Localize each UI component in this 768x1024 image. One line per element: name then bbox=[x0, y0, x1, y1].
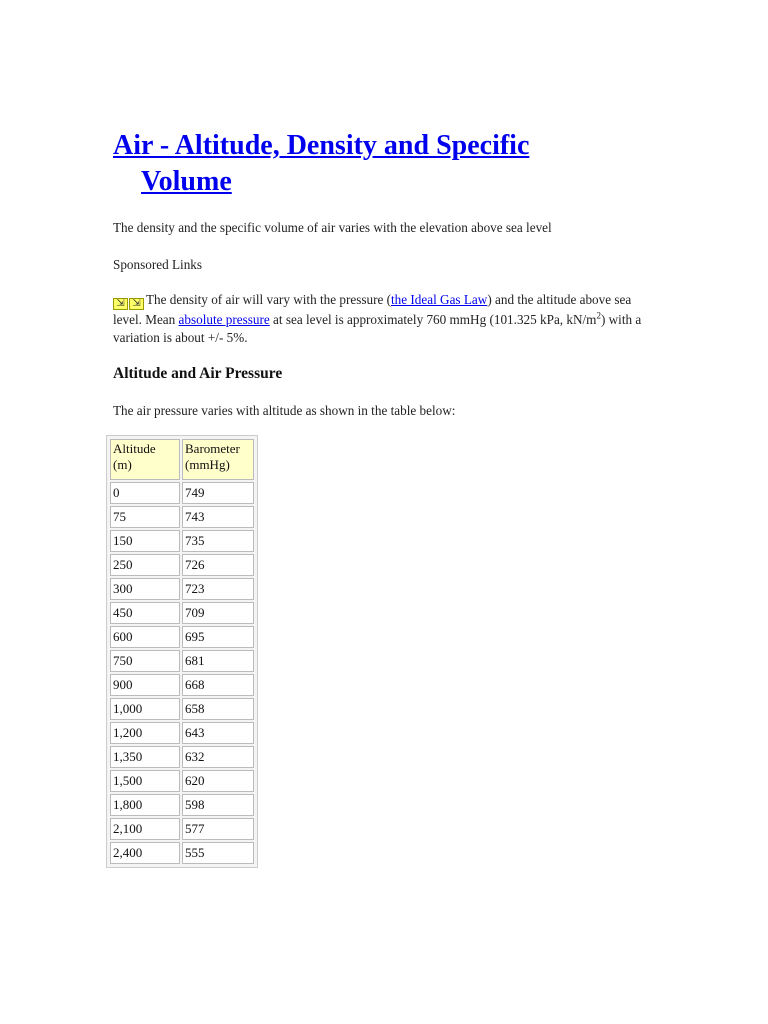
barometer-cell: 658 bbox=[182, 698, 254, 720]
table-row bbox=[110, 578, 254, 600]
table-row bbox=[110, 794, 254, 816]
table-header-row bbox=[110, 439, 254, 480]
table-row bbox=[110, 842, 254, 864]
altitude-cell: 1,350 bbox=[110, 746, 180, 768]
barometer-cell: 555 bbox=[182, 842, 254, 864]
ad-close-icon[interactable]: ⇲ bbox=[129, 298, 144, 310]
table-row bbox=[110, 818, 254, 840]
header-barometer: Barometer (mmHg) bbox=[182, 439, 254, 480]
barometer-cell: 681 bbox=[182, 650, 254, 672]
altitude-cell: 75 bbox=[110, 506, 180, 528]
table-row bbox=[110, 650, 254, 672]
barometer-cell: 668 bbox=[182, 674, 254, 696]
altitude-cell: 750 bbox=[110, 650, 180, 672]
ideal-gas-law-link[interactable]: the Ideal Gas Law bbox=[391, 292, 488, 307]
barometer-cell: 577 bbox=[182, 818, 254, 840]
table-row bbox=[110, 554, 254, 576]
intro-text: The density and the specific volume of air varies with the elevation above sea level bbox=[113, 220, 552, 235]
altitude-cell: 450 bbox=[110, 602, 180, 624]
ad-icons[interactable] bbox=[113, 293, 145, 311]
title-line-1: Air - Altitude, Density and Specific bbox=[113, 130, 530, 161]
barometer-cell: 743 bbox=[182, 506, 254, 528]
paragraph-text: at sea level is approximately 760 mmHg (101.325 kPa, kN/m bbox=[269, 312, 597, 327]
barometer-cell: 709 bbox=[182, 602, 254, 624]
header-altitude: Altitude (m) bbox=[110, 439, 180, 480]
barometer-cell: 620 bbox=[182, 770, 254, 792]
barometer-cell: 726 bbox=[182, 554, 254, 576]
table-intro-text: The air pressure varies with altitude as shown in the table below: bbox=[113, 403, 456, 418]
table-row bbox=[110, 698, 254, 720]
barometer-cell: 598 bbox=[182, 794, 254, 816]
title-line-2: Volume bbox=[141, 166, 232, 197]
barometer-cell: 643 bbox=[182, 722, 254, 744]
altitude-pressure-table-container bbox=[106, 435, 258, 868]
altitude-cell: 250 bbox=[110, 554, 180, 576]
altitude-cell: 150 bbox=[110, 530, 180, 552]
paragraph-text: ) and the altitude above sea level. Mean bbox=[113, 292, 632, 327]
altitude-cell: 2,400 bbox=[110, 842, 180, 864]
paragraph-text: ) with a variation is about +/- 5%. bbox=[113, 312, 642, 345]
barometer-cell: 735 bbox=[182, 530, 254, 552]
ad-choices-icon[interactable]: ⇲ bbox=[113, 298, 128, 310]
table-row bbox=[110, 482, 254, 504]
page-title-link[interactable] bbox=[113, 130, 633, 200]
table-row bbox=[110, 506, 254, 528]
altitude-cell: 600 bbox=[110, 626, 180, 648]
table-row bbox=[110, 674, 254, 696]
table-row bbox=[110, 770, 254, 792]
paragraph-text: The density of air will vary with the pressure ( bbox=[146, 292, 391, 307]
altitude-cell: 1,200 bbox=[110, 722, 180, 744]
altitude-cell: 2,100 bbox=[110, 818, 180, 840]
barometer-cell: 632 bbox=[182, 746, 254, 768]
altitude-cell: 0 bbox=[110, 482, 180, 504]
sponsored-links-label: Sponsored Links bbox=[113, 257, 203, 272]
altitude-cell: 900 bbox=[110, 674, 180, 696]
barometer-cell: 723 bbox=[182, 578, 254, 600]
altitude-cell: 1,800 bbox=[110, 794, 180, 816]
page-title bbox=[113, 128, 633, 200]
barometer-cell: 695 bbox=[182, 626, 254, 648]
table-row bbox=[110, 626, 254, 648]
altitude-cell: 1,000 bbox=[110, 698, 180, 720]
absolute-pressure-link[interactable]: absolute pressure bbox=[178, 312, 270, 327]
barometer-cell: 749 bbox=[182, 482, 254, 504]
altitude-pressure-table bbox=[108, 437, 256, 866]
section-heading: Altitude and Air Pressure bbox=[113, 365, 283, 382]
table-row bbox=[110, 530, 254, 552]
superscript: 2 bbox=[596, 310, 601, 321]
table-row bbox=[110, 722, 254, 744]
altitude-cell: 300 bbox=[110, 578, 180, 600]
table-row bbox=[110, 746, 254, 768]
table-row bbox=[110, 602, 254, 624]
density-paragraph bbox=[113, 291, 653, 347]
altitude-cell: 1,500 bbox=[110, 770, 180, 792]
